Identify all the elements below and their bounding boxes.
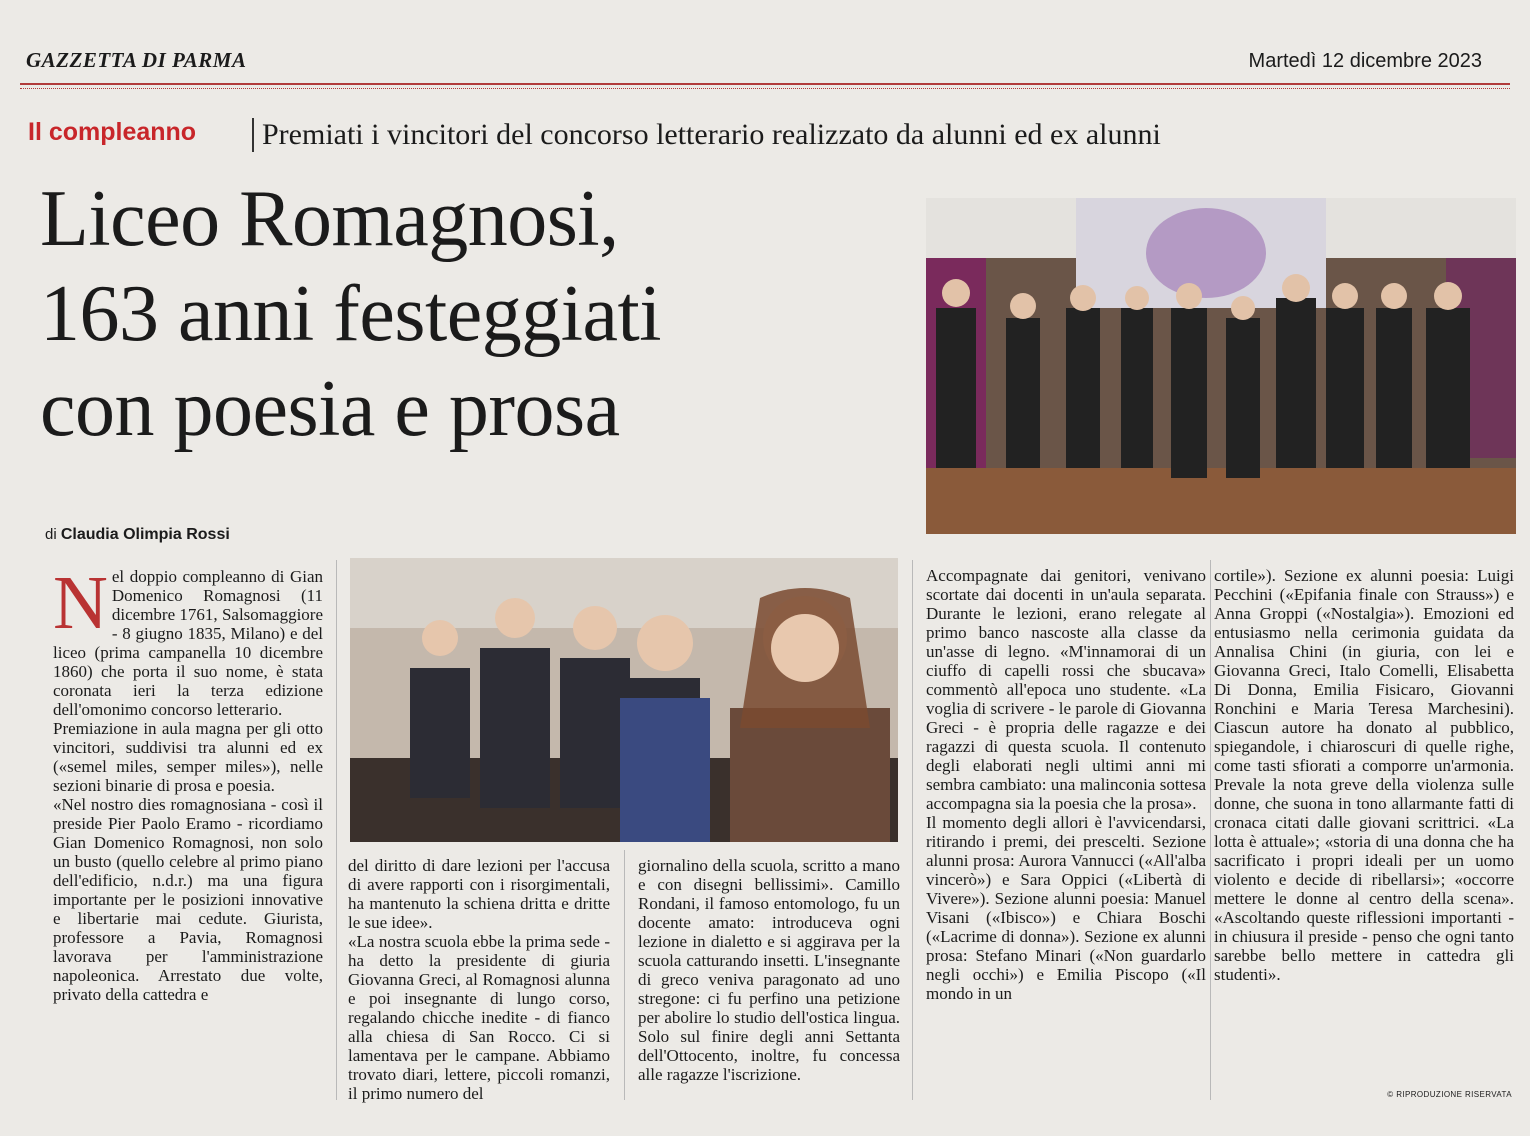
column-divider	[912, 560, 913, 1100]
headline-line: con poesia e prosa	[40, 365, 620, 453]
headline-line: Liceo Romagnosi,	[40, 175, 619, 263]
kicker-separator	[252, 118, 254, 152]
column-divider	[1210, 560, 1211, 1100]
paragraph: del diritto di dare lezioni per l'accusa di avere rapporti con i risorgimentali, ha mantenuto la schiena dritta e dritte le sue idee».	[348, 856, 610, 932]
article-column-4	[926, 566, 1206, 1003]
article-column-2	[348, 856, 610, 1103]
paragraph: el doppio compleanno di Gian Domenico Romagnosi (11 dicembre 1761, Salsomaggiore - 8 giugno 1835, Milano) e del liceo (prima campanella 10 dicembre 1860) che porta il suo nome, è stata coronata ieri la terza edizione dell'omonimo concorso letterario.	[53, 567, 323, 719]
article-column-1	[53, 561, 323, 1004]
article-subhead: Premiati i vincitori del concorso letterario realizzato da alunni ed ex alunni	[262, 118, 1161, 151]
issue-date: Martedì 12 dicembre 2023	[1248, 50, 1482, 72]
article-column-3	[638, 856, 900, 1084]
copyright-credit: © RIPRODUZIONE RISERVATA	[1387, 1090, 1512, 1099]
headline-line: 163 anni festeggiati	[40, 270, 661, 358]
paragraph: Il momento degli allori è l'avvicendarsi, ritirando i premi, dei prescelti. Sezione alunni prosa: Aurora Vannucci («All'alba vincerò») e Sara Oppici («Libertà di Vivere»). Sezione alunni poesia: Manuel Visani («Ibisco») e Chiara Boschi («Lacrime di donna»). Sezione ex alunni prosa: Stefano Minari («Non guardarlo negli occhi») e Emilia Piscopo («Il mondo in un	[926, 813, 1206, 1003]
header-rule-dotted	[20, 88, 1510, 89]
paragraph: giornalino della scuola, scritto a mano e con disegni bellissimi». Camillo Rondani, il famoso entomologo, fu un docente amato: introduceva ogni lezione in dialetto e si aggirava per la scuola catturando insetti. L'insegnante di greco veniva paragonato ad uno stregone: ci fu perfino una petizione per abolire lo studio dell'ostica lingua. Solo sul finire degli anni Settanta dell'Ottocento, inoltre, fu concessa alle ragazze l'iscrizione.	[638, 856, 900, 1084]
column-divider	[336, 560, 337, 1100]
article-headline	[40, 172, 910, 457]
newspaper-masthead: GAZZETTA DI PARMA	[26, 48, 247, 72]
paragraph: Accompagnate dai genitori, venivano scortate dai docenti in un'aula separata. Durante le lezioni, erano relegate al primo banco nascoste alla classe da un'asse di legno. «M'innamorai di un ciuffo di capelli rossi che sbucava» commentò all'epoca uno studente. «La voglia di scrivere - le parole di Giovanna Greci - è propria delle ragazze e dei ragazzi di questa scuola. Il contenuto degli elaborati negli ultimi anni mi sembra cambiato: una malinconia sottesa accompagna sia la poesia che la prosa».	[926, 566, 1206, 813]
audience-photo-icon	[350, 558, 898, 842]
paragraph: «La nostra scuola ebbe la prima sede - ha detto la presidente di giuria Giovanna Greci, al Romagnosi alunna e poi insegnante di lungo corso, regalando chicche inedite - di fianco alla chiesa di San Rocco. Ci si lamentava per le campane. Abbiamo trovato diari, lettere, piccoli romanzi, il primo numero del	[348, 932, 610, 1103]
article-column-5	[1214, 566, 1514, 984]
byline-prefix: di	[45, 526, 57, 543]
paragraph: Premiazione in aula magna per gli otto vincitori, suddivisi tra alunni ed ex («semel miles, semper miles»), nelle sezioni binarie di prosa e poesia.	[53, 719, 323, 795]
dropcap: N	[53, 561, 108, 645]
column-divider	[624, 850, 625, 1100]
paragraph: «Nel nostro dies romagnosiana - così il preside Pier Paolo Eramo - ricordiamo Gian Domenico Romagnosi, non solo un busto (quello celebre al primo piano dell'edificio, n.d.r.) ma una figura importante per le posizioni innovative e libertarie mai cedute. Giurista, professore a Pavia, Romagnosi lavorava per l'amministrazione napoleonica. Arrestato due volte, privato della cattedra e	[53, 795, 323, 1004]
header-rule	[20, 83, 1510, 85]
section-kicker: Il compleanno	[28, 118, 197, 146]
byline-author: Claudia Olimpia Rossi	[60, 526, 230, 543]
group-photo-icon	[926, 198, 1516, 534]
byline	[45, 526, 230, 544]
paragraph: cortile»). Sezione ex alunni poesia: Luigi Pecchini («Epifania finale con Strauss») e Anna Groppi («Nostalgia»). Emozioni ed entusiasmo nella cerimonia guidata da Annalisa Chini (in giuria, con lei e Giovanna Greci, Italo Comelli, Elisabetta Di Donna, Emilia Fisicaro, Giovanni Ronchini e Maria Teresa Marchesini). Ciascun autore ha donato al pubblico, spiegandole, i chiaroscuri di quelle righe, come tasti sfiorati a comporre un'armonia. Prevale la nota greve della violenza sulle donne, che suona in tono allarmante fatti di cronaca citati dalle giovani scrittrici. «La lotta è attuale»; «storia di una donna che ha sacrificato i propri ideali per un uomo violento e decide di ribellarsi»; «occorre mettere le donne al centro della scena». «Ascoltando queste riflessioni importanti - in chiusura il preside - penso che ogni tanto sarebbe bello mettere in cattedra gli studenti».	[1214, 566, 1514, 984]
